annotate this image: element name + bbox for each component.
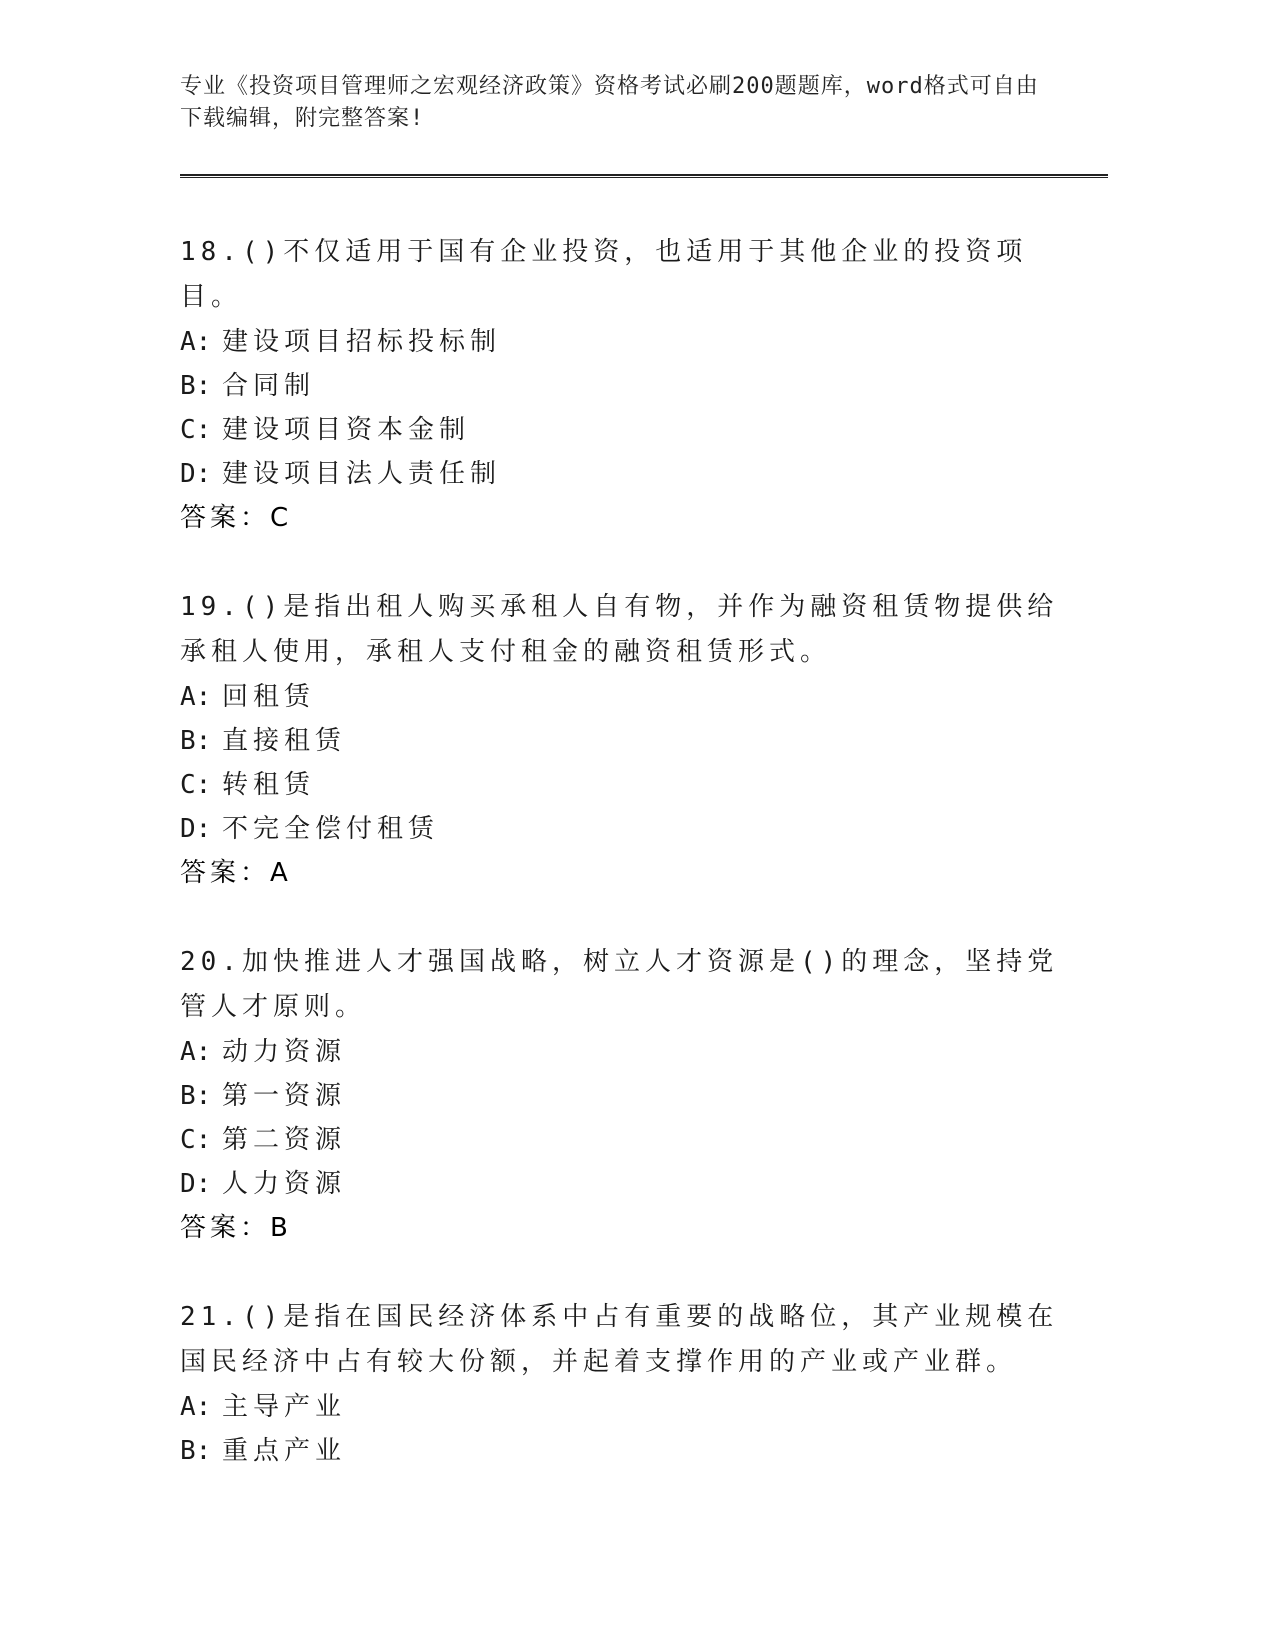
option-a xyxy=(180,320,1080,364)
option-d xyxy=(180,1162,1080,1206)
header-divider xyxy=(180,174,1108,178)
answer-label: 答案： xyxy=(180,858,271,888)
option-key: B: xyxy=(180,371,212,401)
option-text: 转租赁 xyxy=(222,770,316,800)
option-a xyxy=(180,1385,1080,1429)
option-b xyxy=(180,364,1080,408)
question-text: 21.()是指在国民经济体系中占有重要的战略位，其产业规模在国民经济中占有较大份额，并起着支撑作用的产业或产业群。 xyxy=(180,1302,1059,1377)
option-b xyxy=(180,1074,1080,1118)
answer-value: B xyxy=(270,1213,288,1243)
option-c xyxy=(180,408,1080,452)
option-text: 第二资源 xyxy=(222,1125,347,1155)
question-block xyxy=(180,585,1080,895)
document-header: 专业《投资项目管理师之宏观经济政策》资格考试必刷200题题库，word格式可自由下载编辑，附完整答案! xyxy=(180,74,1039,131)
option-key: A: xyxy=(180,1037,212,1067)
answer-line xyxy=(180,1206,1080,1250)
option-text: 动力资源 xyxy=(222,1037,347,1067)
option-key: D: xyxy=(180,459,212,489)
option-key: B: xyxy=(180,1436,212,1466)
option-b xyxy=(180,719,1080,763)
option-key: D: xyxy=(180,814,212,844)
answer-value: A xyxy=(270,858,288,888)
option-d xyxy=(180,452,1080,496)
option-a xyxy=(180,675,1080,719)
option-text: 重点产业 xyxy=(222,1436,347,1466)
option-key: D: xyxy=(180,1169,212,1199)
option-text: 建设项目招标投标制 xyxy=(222,327,502,357)
option-text: 建设项目资本金制 xyxy=(222,415,471,445)
option-b xyxy=(180,1429,1080,1473)
answer-label: 答案： xyxy=(180,503,271,533)
option-key: C: xyxy=(180,1125,212,1155)
question-list xyxy=(180,230,1080,1518)
option-a xyxy=(180,1030,1080,1074)
option-text: 主导产业 xyxy=(222,1392,347,1422)
option-c xyxy=(180,763,1080,807)
option-text: 人力资源 xyxy=(222,1169,347,1199)
option-text: 不完全偿付租赁 xyxy=(222,814,440,844)
answer-line xyxy=(180,851,1080,895)
question-block xyxy=(180,940,1080,1250)
option-text: 合同制 xyxy=(222,371,316,401)
answer-value: C xyxy=(270,503,289,533)
option-d xyxy=(180,807,1080,851)
option-key: A: xyxy=(180,1392,212,1422)
option-text: 回租赁 xyxy=(222,682,316,712)
option-c xyxy=(180,1118,1080,1162)
option-key: B: xyxy=(180,726,212,756)
option-key: A: xyxy=(180,327,212,357)
answer-label: 答案： xyxy=(180,1213,271,1243)
option-text: 建设项目法人责任制 xyxy=(222,459,502,489)
option-key: C: xyxy=(180,415,212,445)
option-text: 直接租赁 xyxy=(222,726,347,756)
option-text: 第一资源 xyxy=(222,1081,347,1111)
option-key: B: xyxy=(180,1081,212,1111)
question-text: 18.()不仅适用于国有企业投资，也适用于其他企业的投资项目。 xyxy=(180,237,1028,312)
answer-line xyxy=(180,496,1080,540)
question-text: 20.加快推进人才强国战略，树立人才资源是()的理念，坚持党管人才原则。 xyxy=(180,947,1059,1022)
question-block xyxy=(180,230,1080,540)
question-block xyxy=(180,1295,1080,1473)
option-key: A: xyxy=(180,682,212,712)
option-key: C: xyxy=(180,770,212,800)
question-text: 19.()是指出租人购买承租人自有物，并作为融资租赁物提供给承租人使用，承租人支付租金的融资租赁形式。 xyxy=(180,592,1059,667)
